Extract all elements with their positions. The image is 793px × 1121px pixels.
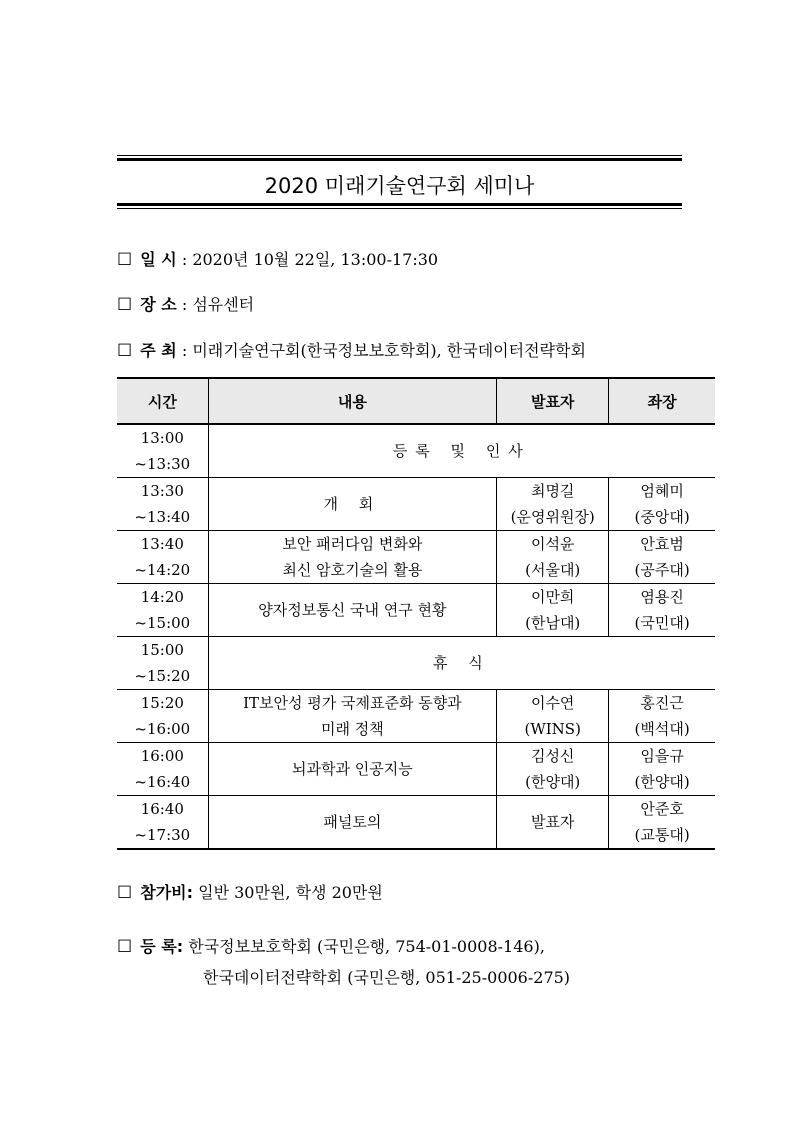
chair-cell: 엄혜미 (중앙대)	[609, 478, 715, 531]
host-sep: :	[181, 341, 188, 360]
content-cell: IT보안성 평가 국제표준화 동향과 미래 정책	[208, 690, 496, 743]
fee-label: 참가비:	[140, 883, 194, 902]
title-rule-bottom-thin	[117, 208, 682, 209]
speaker-cell: 이석윤 (서울대)	[497, 531, 609, 584]
chair-cell: 염용진 (국민대)	[609, 584, 715, 637]
title-rule-bottom-thick	[117, 203, 682, 206]
table-row	[117, 637, 715, 690]
venue-sep: :	[181, 295, 188, 314]
info-host	[117, 338, 586, 361]
content-cell: 휴 식	[208, 637, 715, 690]
speaker-cell: 이만희 (한남대)	[497, 584, 609, 637]
header-speaker: 발표자	[497, 378, 609, 424]
title-rule-top-thin	[117, 155, 682, 156]
registration-line1: 한국정보보호학회 (국민은행, 754-01-0008-146),	[188, 937, 545, 956]
info-venue	[117, 292, 254, 315]
content-cell: 뇌과학과 인공지능	[208, 743, 496, 796]
content-cell: 양자정보통신 국내 연구 현황	[208, 584, 496, 637]
header-time: 시간	[117, 378, 208, 424]
content-cell: 개 회	[208, 478, 496, 531]
title-block	[117, 155, 682, 210]
title-rule-top-thick	[117, 158, 682, 161]
info-fee	[117, 880, 383, 903]
table-row	[117, 796, 715, 850]
info-registration	[117, 934, 570, 988]
host-label: 주 최	[140, 341, 177, 360]
time-cell: 15:00 ~15:20	[117, 637, 208, 690]
table-row	[117, 743, 715, 796]
venue-value: 섬유센터	[192, 295, 255, 314]
chair-cell: 홍진근 (백석대)	[609, 690, 715, 743]
checkbox-icon: ☐	[117, 295, 133, 315]
table-row	[117, 424, 715, 478]
content-cell: 등록 및 인사	[208, 424, 715, 478]
header-chair: 좌장	[609, 378, 715, 424]
date-value: 2020년 10월 22일, 13:00-17:30	[192, 250, 439, 269]
checkbox-icon: ☐	[117, 937, 133, 957]
table-header-row	[117, 378, 715, 424]
time-cell: 16:00 ~16:40	[117, 743, 208, 796]
header-content: 내용	[208, 378, 496, 424]
checkbox-icon: ☐	[117, 341, 133, 361]
table-row	[117, 478, 715, 531]
host-value: 미래기술연구회(한국정보보호학회), 한국데이터전략학회	[192, 341, 586, 360]
page-title: 2020 미래기술연구회 세미나	[264, 174, 535, 198]
speaker-cell: 최명길 (운영위원장)	[497, 478, 609, 531]
date-sep: :	[181, 250, 188, 269]
info-date	[117, 247, 438, 270]
speaker-cell: 발표자	[497, 796, 609, 850]
table-row	[117, 690, 715, 743]
time-cell: 16:40 ~17:30	[117, 796, 208, 850]
venue-label: 장 소	[140, 295, 177, 314]
table-row	[117, 584, 715, 637]
fee-value: 일반 30만원, 학생 20만원	[198, 883, 383, 902]
schedule-table	[117, 377, 715, 850]
time-cell: 14:20 ~15:00	[117, 584, 208, 637]
table-row	[117, 531, 715, 584]
content-cell: 패널토의	[208, 796, 496, 850]
registration-line2: 한국데이터전략학회 (국민은행, 051-25-0006-275)	[203, 968, 571, 987]
speaker-cell: 이수연 (WINS)	[497, 690, 609, 743]
checkbox-icon: ☐	[117, 883, 133, 903]
chair-cell: 임을규 (한양대)	[609, 743, 715, 796]
content-cell: 보안 패러다임 변화와 최신 암호기술의 활용	[208, 531, 496, 584]
chair-cell: 안효범 (공주대)	[609, 531, 715, 584]
speaker-cell: 김성신 (한양대)	[497, 743, 609, 796]
registration-label: 등 록:	[140, 937, 184, 956]
time-cell: 13:40 ~14:20	[117, 531, 208, 584]
time-cell: 13:00 ~13:30	[117, 424, 208, 478]
chair-cell: 안준호 (교통대)	[609, 796, 715, 850]
time-cell: 13:30 ~13:40	[117, 478, 208, 531]
date-label: 일 시	[140, 250, 177, 269]
time-cell: 15:20 ~16:00	[117, 690, 208, 743]
checkbox-icon: ☐	[117, 250, 133, 270]
